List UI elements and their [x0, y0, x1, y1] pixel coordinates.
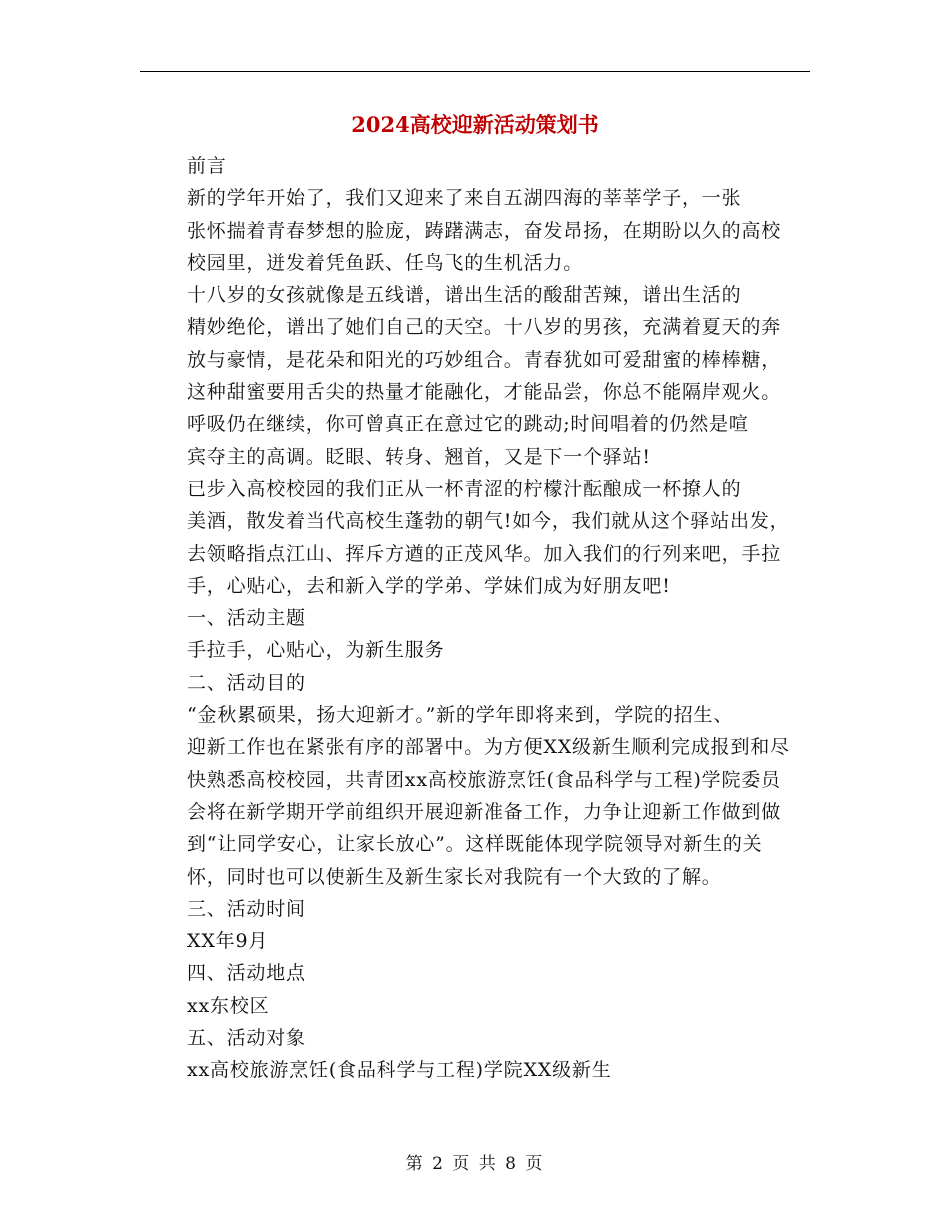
paragraph — [140, 473, 810, 602]
document-body — [140, 150, 810, 1087]
text-line: 这种甜蜜要用舌尖的热量才能融化，才能品尝，你总不能隔岸观火。 — [187, 381, 782, 404]
text-line: 手拉手，心贴心，为新生服务 — [187, 639, 445, 662]
text-line: 校园里，迸发着凭鱼跃、任鸟飞的生机活力。 — [187, 251, 584, 274]
text-line: “金秋累硕果，扬大迎新才。”新的学年即将来到，学院的招生、 — [187, 704, 734, 727]
text-line: 五、活动对象 — [187, 1027, 306, 1050]
text-line: 已步入高校校园的我们正从一杯青涩的柠檬汁酝酿成一杯撩人的 — [187, 477, 742, 500]
paragraph — [140, 279, 810, 408]
text-line: 快熟悉高校校园，共青团xx高校旅游烹饪(食品科学与工程)学院委员 — [187, 768, 781, 791]
text-line: 张怀揣着青春梦想的脸庞，踌躇满志，奋发昂扬，在期盼以久的高校 — [187, 219, 782, 242]
text-line: 到“让同学安心，让家长放心”。这样既能体现学院领导对新生的关 — [187, 833, 763, 856]
paragraph — [140, 667, 810, 699]
text-line: 手，心贴心，去和新入学的学弟、学妹们成为好朋友吧! — [187, 574, 671, 597]
paragraph — [140, 150, 810, 182]
paragraph — [140, 990, 810, 1022]
header-rule — [140, 71, 810, 72]
text-line: 放与豪情，是花朵和阳光的巧妙组合。青春犹如可爱甜蜜的棒棒糖， — [187, 348, 782, 371]
text-line: 怀，同时也可以使新生及新生家长对我院有一个大致的了解。 — [187, 865, 722, 888]
paragraph — [140, 602, 810, 634]
text-line: 一、活动主题 — [187, 607, 306, 630]
text-line: 四、活动地点 — [187, 962, 306, 985]
text-line: 十八岁的女孩就像是五线谱，谱出生活的酸甜苦辣，谱出生活的 — [187, 284, 742, 307]
text-line: xx高校旅游烹饪(食品科学与工程)学院XX级新生 — [187, 1059, 612, 1082]
text-line: 去领略指点江山、挥斥方遒的正茂风华。加入我们的行列来吧，手拉 — [187, 542, 782, 565]
text-line: 呼吸仍在继续，你可曾真正在意过它的跳动;时间唱着的仍然是喧 — [187, 413, 749, 436]
paragraph — [140, 634, 810, 666]
text-line: 迎新工作也在紧张有序的部署中。为方便XX级新生顺利完成报到和尽 — [187, 736, 790, 759]
text-line: 三、活动时间 — [187, 897, 306, 920]
paragraph — [140, 408, 810, 473]
text-line: XX年9月 — [187, 930, 269, 953]
text-line: 宾夺主的高调。眨眼、转身、翘首，又是下一个驿站! — [187, 445, 651, 468]
text-line: 精妙绝伦，谱出了她们自己的天空。十八岁的男孩，充满着夏天的奔 — [187, 316, 782, 339]
document-title: 2024高校迎新活动策划书 — [351, 112, 599, 137]
paragraph — [140, 925, 810, 957]
text-line: 二、活动目的 — [187, 671, 306, 694]
paragraph — [140, 957, 810, 989]
text-line: 会将在新学期开学前组织开展迎新准备工作，力争让迎新工作做到做 — [187, 800, 782, 823]
paragraph — [140, 1054, 810, 1086]
page-footer: 第 2 页 共 8 页 — [405, 1154, 545, 1174]
text-line: xx东校区 — [187, 994, 270, 1017]
text-line: 新的学年开始了，我们又迎来了来自五湖四海的莘莘学子，一张 — [187, 187, 742, 210]
paragraph — [140, 182, 810, 279]
paragraph — [140, 1022, 810, 1054]
text-line: 前言 — [187, 155, 227, 177]
paragraph — [140, 893, 810, 925]
text-line: 美酒，散发着当代高校生蓬勃的朝气!如今，我们就从这个驿站出发， — [187, 510, 790, 533]
paragraph — [140, 699, 810, 893]
